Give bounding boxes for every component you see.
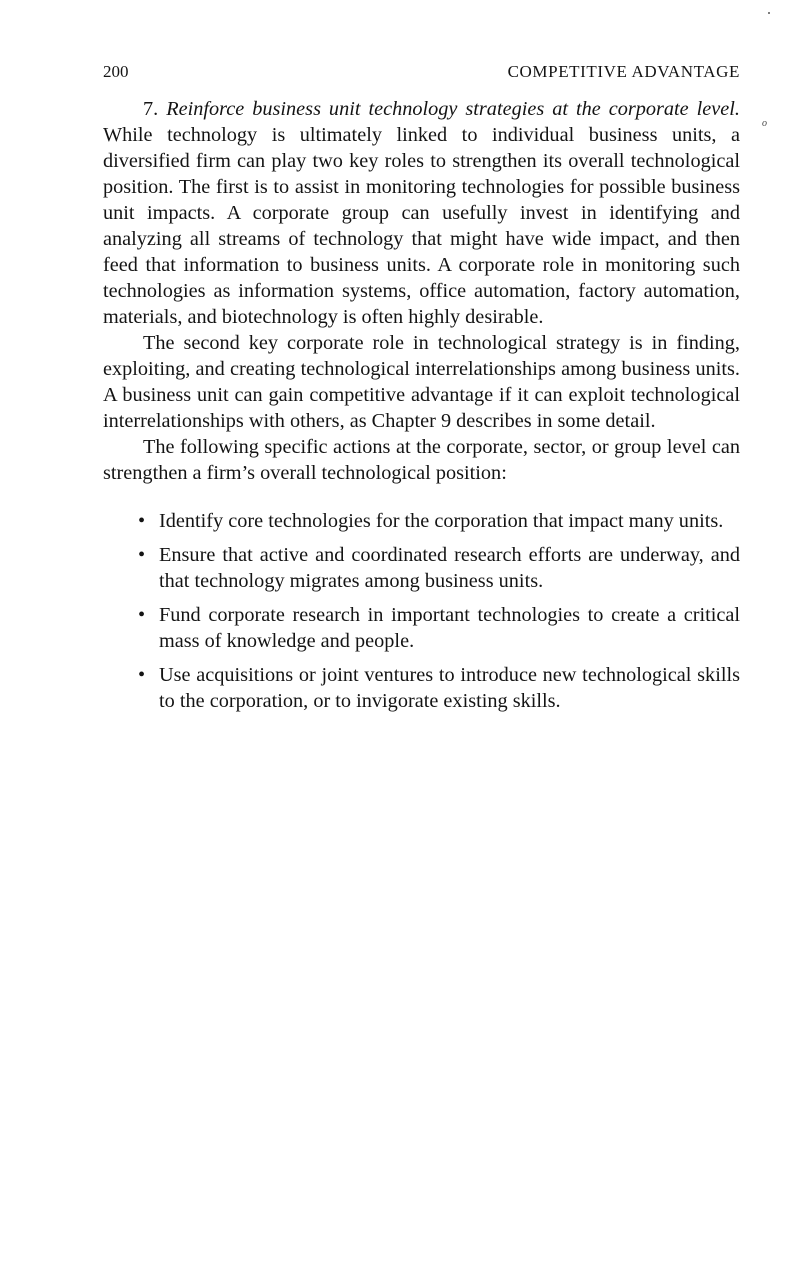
body-text	[103, 96, 740, 714]
list-item-text: Identify core technologies for the corporation that impact many units.	[159, 510, 724, 532]
list-item	[138, 542, 740, 594]
item-7-number: 7.	[143, 98, 159, 120]
bullet-icon: •	[138, 544, 146, 566]
running-title: COMPETITIVE ADVANTAGE	[507, 62, 740, 81]
list-item-text: Use acquisitions or joint ventures to introduce new technological skills to the corporation, or to invigorate existing skills.	[159, 664, 740, 712]
paragraph-interrelationships: The second key corporate role in technological strategy is in finding, exploiting, and creating technological interrelationships among business units. A business unit can gain competitive advantage if it can exploit technological interrelationships with others, as Chapter 9 describes in some detail.	[103, 332, 740, 432]
running-head	[103, 62, 740, 92]
book-page	[103, 62, 740, 722]
list-item	[138, 508, 740, 534]
list-item-text: Ensure that active and coordinated research efforts are underway, and that technology migrates among business units.	[159, 544, 740, 592]
list-item	[138, 602, 740, 654]
item-7-paragraph	[103, 96, 740, 330]
scan-speck	[768, 12, 770, 14]
item-7-text: While technology is ultimately linked to individual business units, a diversified firm can play two key roles to strengthen its overall technological position. The first is to assist in monitoring technologies for possible business unit impacts. A corporate group can usefully invest in identifying and analyzing all streams of technology that might have wide impact, and then feed that information to business units. A corporate role in monitoring such technologies as information systems, office automation, factory automation, materials, and biotechnology is often highly desirable.	[103, 124, 740, 328]
actions-list	[103, 508, 740, 714]
margin-mark: o	[762, 118, 767, 129]
bullet-icon: •	[138, 510, 146, 532]
item-7-heading: Reinforce business unit technology strategies at the corporate level.	[166, 98, 740, 120]
paragraph-actions-intro: The following specific actions at the corporate, sector, or group level can strengthen a firm’s overall technological position:	[103, 436, 740, 484]
bullet-icon: •	[138, 664, 146, 686]
list-item	[138, 662, 740, 714]
page-number: 200	[103, 62, 129, 81]
bullet-icon: •	[138, 604, 146, 626]
list-item-text: Fund corporate research in important technologies to create a critical mass of knowledge and people.	[159, 604, 740, 652]
